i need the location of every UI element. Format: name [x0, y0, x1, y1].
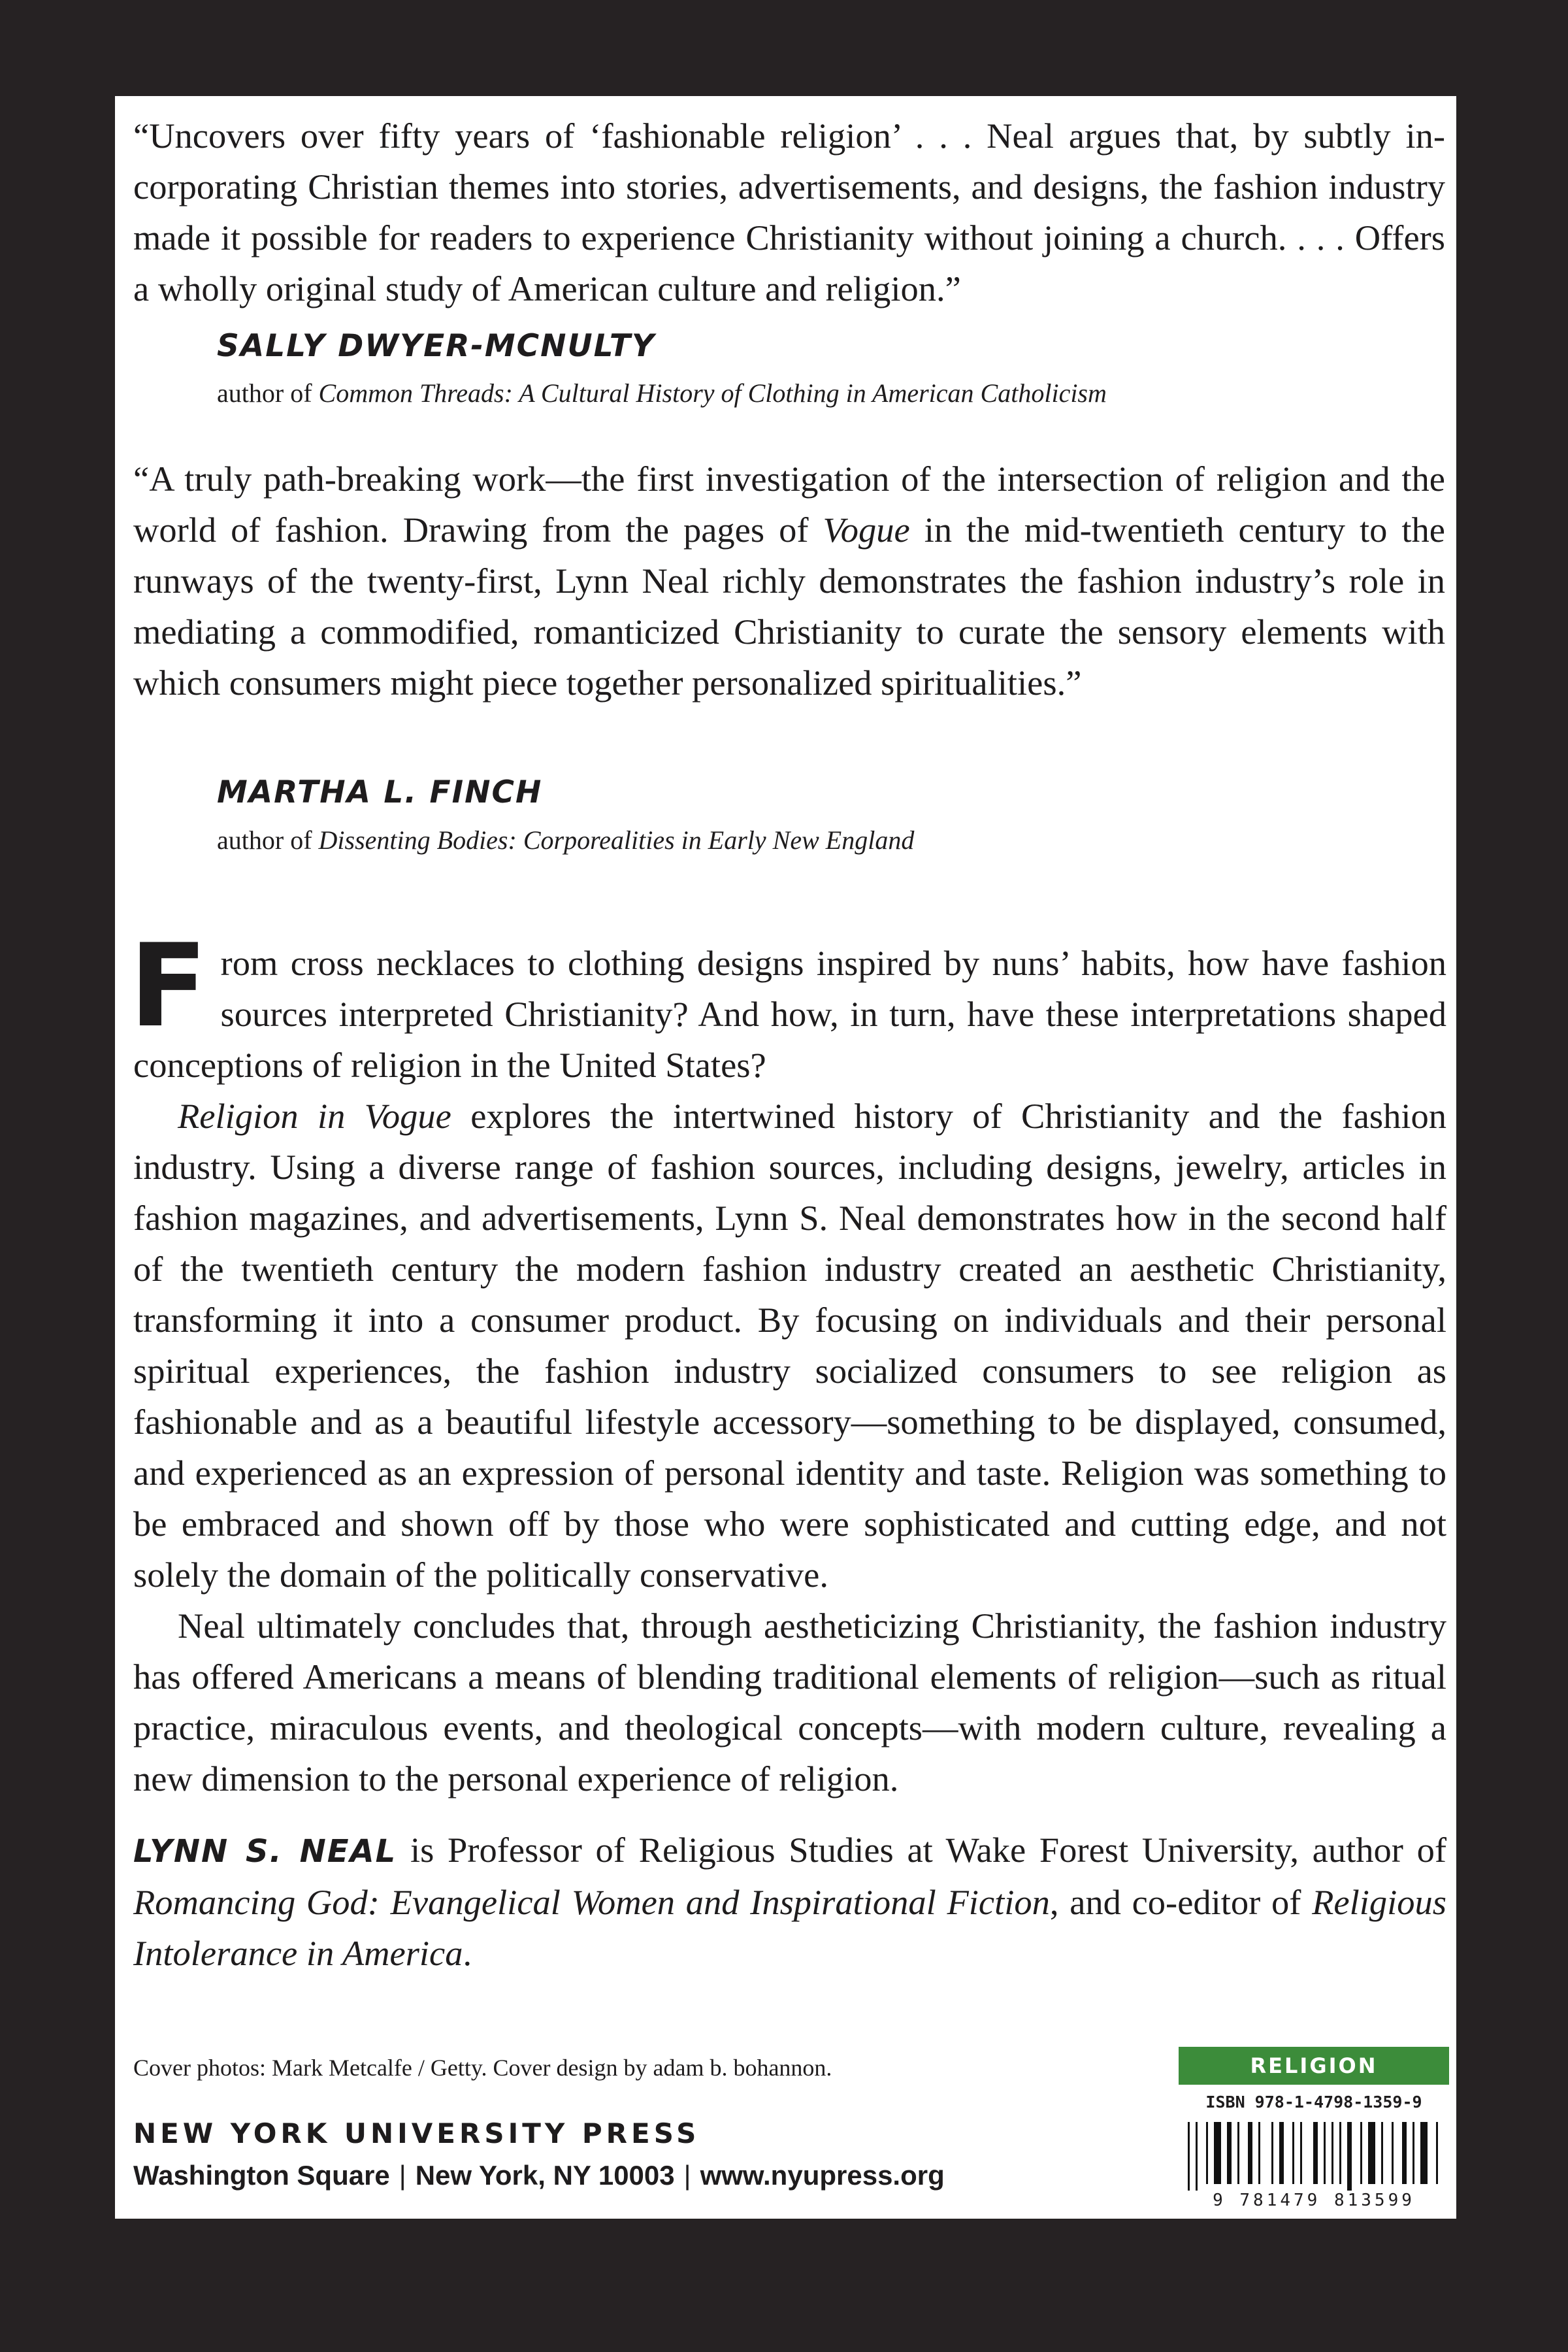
barcode-bar: [1188, 2122, 1190, 2191]
address-separator: |: [683, 2160, 691, 2191]
barcode-bar: [1214, 2122, 1221, 2184]
blurb-book-title-1: Common Threads: A Cultural History of Clothing in American Catholicism: [318, 378, 1107, 408]
book-description: [129, 920, 1446, 1804]
about-author-text-1: is Professor of Religious Studies at Wake Forest University, author of: [397, 1830, 1446, 1870]
author-of-label: author of: [217, 378, 319, 408]
barcode-bar: [1279, 2122, 1284, 2184]
description-paragraph-2-text: explores the intertwined history of Christianity and the fashion industry. Using a diverse range of fashion sources, including designs, jewelry, articles in fashion magazines, and advertisements, Lynn S. Neal demonstrates how in the second half of the twentieth century the modern fashion industry created an aesthetic Christianity, transforming it into a consumer product. By focusing on individuals and their personal spiritual experiences, the fashion industry socialized consumers to see religion as fashionable and as a beautiful lifestyle accessory—something to be displayed, consumed, and experienced as an expression of personal identity and taste. Religion was something to be embraced and shown off by those who were sophisticated and cutting edge, and not solely the domain of the politically conservative.: [133, 1096, 1446, 1595]
publisher-name: NEW YORK UNIVERSITY PRESS: [133, 2117, 700, 2149]
back-cover-panel: [115, 96, 1456, 2219]
cover-credits: Cover photos: Mark Metcalfe / Getty. Cover design by adam b. bohannon.: [133, 2055, 832, 2081]
barcode-bar: [1339, 2122, 1341, 2184]
barcode-bars: [1188, 2122, 1440, 2191]
barcode-bar: [1347, 2122, 1352, 2191]
barcode-bar: [1292, 2122, 1294, 2184]
author-book-1: Romancing God: Evangelical Women and Inspirational Fiction: [133, 1882, 1050, 1922]
barcode-bar: [1368, 2122, 1375, 2184]
barcode-bar: [1392, 2122, 1394, 2184]
barcode-bar: [1324, 2122, 1326, 2184]
isbn-label: ISBN 978-1-4798-1359-9: [1205, 2093, 1422, 2112]
blurb-quote-1: “Uncovers over fifty years of ‘fashionable religion’ . . . Neal argues that, by subtly incorporating Christian themes into stories, advertisements, and designs, the fashion industry made it possible for readers to experience Christianity without joining a church. . . . Offers a wholly original study of American culture and religion.”: [133, 116, 1445, 308]
barcode-digits: 9 781479 813599: [1213, 2191, 1415, 2210]
description-paragraph-3: Neal ultimately concludes that, through aestheticizing Christianity, the fashion industry has offered Americans a means of blending traditional elements of religion—such as ritual practice, miraculous events, and theological concepts—with modern culture, revealing a new dimension to the personal experience of religion.: [133, 1606, 1446, 1798]
barcode-bar: [1300, 2122, 1302, 2184]
description-paragraph-1-text: rom cross necklaces to clothing designs inspired by nuns’ habits, how have fashion sources interpreted Christianity? And how, in turn, have these interpretations shaped conceptions of religion in the United States?: [133, 943, 1446, 1085]
isbn-barcode: [1179, 2086, 1449, 2213]
barcode-bar: [1420, 2122, 1428, 2184]
author-name: LYNN S. NEAL: [133, 1833, 397, 1870]
blurb-author-credit-1: [217, 377, 1107, 410]
blurb-quote-2-part2: in the mid-twentieth century to the runways of the twenty-first, Lynn Neal richly demonstrates the fashion industry’s role in mediating a commodified, romanticized Christianity to curate the sensory elements with which consumers might piece together personalized spiritualities.”: [133, 510, 1445, 703]
book-title-inline: Religion in Vogue: [178, 1096, 451, 1136]
blurb-quote-2-italic: Vogue: [823, 510, 910, 550]
blurb-author-name-1: SALLY DWYER-MCNULTY: [217, 328, 655, 364]
barcode-bar: [1227, 2122, 1232, 2184]
publisher-website: www.nyupress.org: [700, 2160, 945, 2191]
publisher-city: New York, NY 10003: [415, 2160, 675, 2191]
barcode-bar: [1402, 2122, 1407, 2184]
barcode-bar: [1258, 2122, 1260, 2184]
barcode-bar: [1413, 2122, 1414, 2184]
barcode-bar: [1381, 2122, 1383, 2184]
publisher-location: Washington Square: [133, 2160, 390, 2191]
about-author-text-2: , and co-editor of: [1049, 1882, 1313, 1922]
author-of-label: author of: [217, 825, 319, 855]
blurb-book-title-2: Dissenting Bodies: Corporealities in Early New England: [318, 825, 915, 855]
description-paragraph-2: [133, 1091, 1446, 1600]
publisher-address: [133, 2160, 945, 2191]
barcode-bar: [1271, 2122, 1273, 2184]
description-paragraph-1: [129, 920, 1446, 1091]
barcode-bar: [1331, 2122, 1333, 2184]
category-badge: RELIGION: [1179, 2047, 1449, 2085]
barcode-bar: [1237, 2122, 1239, 2184]
address-separator: |: [399, 2160, 406, 2191]
barcode-bar: [1206, 2122, 1208, 2184]
blurb-quote-2: [133, 454, 1445, 708]
about-author: [133, 1825, 1446, 1979]
barcode-bar: [1436, 2122, 1438, 2184]
barcode-bar: [1313, 2122, 1318, 2184]
barcode-bar: [1248, 2122, 1252, 2184]
barcode-bar: [1360, 2122, 1362, 2184]
author-book-2: Religious Intolerance in America: [133, 1882, 1446, 1973]
drop-cap: F: [129, 920, 208, 1053]
about-author-text-3: .: [463, 1933, 472, 1973]
barcode-bar: [1196, 2122, 1198, 2191]
blurb-author-credit-2: [217, 824, 914, 857]
blurb-quote-2-part1: “A truly path-breaking work—the first investigation of the intersection of religion and the world of fashion. Drawing from the pages of: [133, 459, 1445, 550]
blurb-author-name-2: MARTHA L. FINCH: [217, 774, 543, 810]
